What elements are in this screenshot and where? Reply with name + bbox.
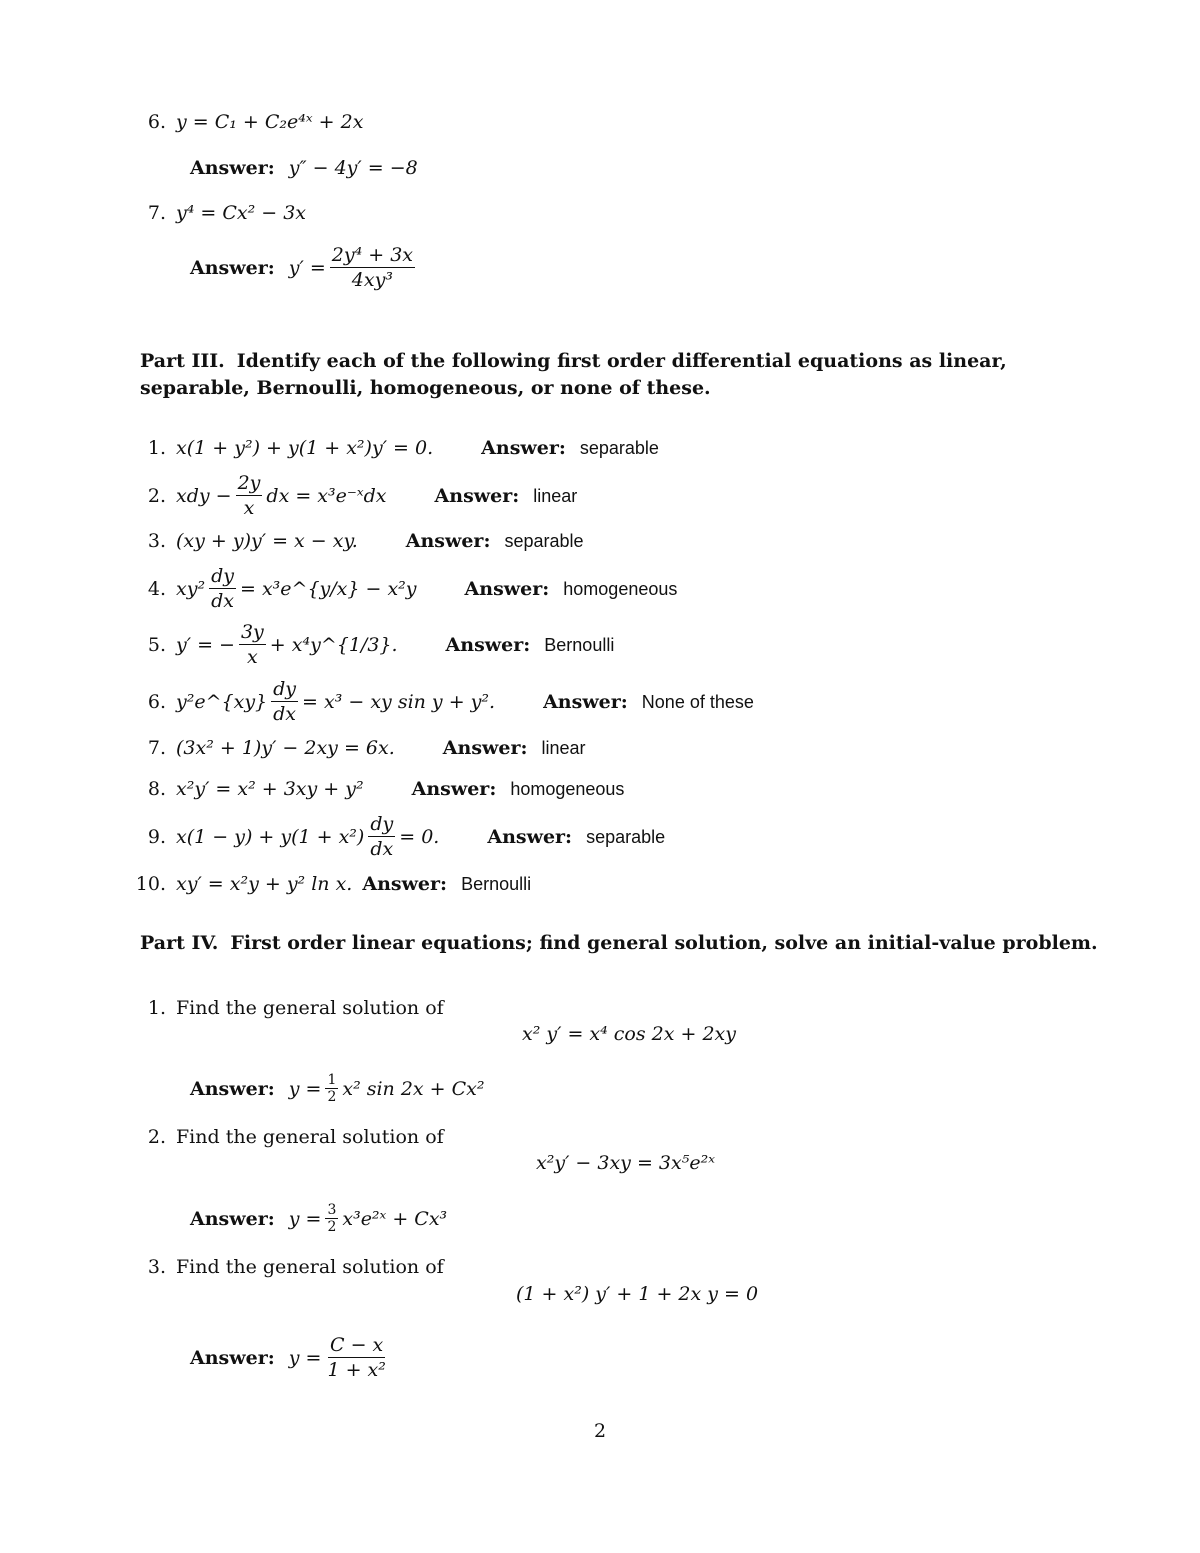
answer-fraction [330, 244, 415, 291]
p3-item-9 [140, 813, 665, 860]
p4-item-2-answer [190, 1203, 447, 1234]
answer-fraction [325, 1073, 338, 1104]
fraction-numerator: dy [273, 678, 297, 700]
equation-part: xdy − [176, 484, 232, 507]
item-number: 2. [147, 1126, 166, 1148]
p4-item-1 [140, 996, 444, 1020]
answer-label: Answer: [543, 690, 628, 713]
equation-fraction [368, 813, 395, 860]
p4-item-3 [140, 1255, 444, 1279]
fraction-numerator: 1 [327, 1072, 337, 1088]
p3-item-1 [140, 436, 659, 460]
item-number: 3. [147, 1256, 166, 1278]
answer-value: None of these [641, 691, 754, 712]
equation-part: dx = x³e⁻ˣdx [266, 484, 387, 507]
item-number: 4. [147, 577, 166, 600]
equation: xy′ = x²y + y² ln x. [176, 873, 353, 895]
p4-item-1-answer [190, 1073, 485, 1104]
equation-part: = x³ − xy sin y + y². [302, 690, 496, 713]
fraction-denominator: dx [211, 590, 234, 612]
answer-label: Answer: [190, 1207, 275, 1230]
answer-label: Answer: [190, 256, 275, 279]
fraction-denominator: 4xy³ [351, 269, 393, 291]
answer-label: Answer: [445, 633, 531, 656]
part4-heading [140, 930, 1100, 957]
p2-item-6 [140, 110, 363, 134]
equation: (xy + y)y′ = x − xy. [176, 530, 358, 552]
display-equation: x² y′ = x⁴ cos 2x + 2xy [522, 1023, 737, 1045]
answer-value: separable [586, 826, 666, 847]
p3-item-3 [140, 529, 584, 553]
answer-label: Answer: [190, 157, 275, 179]
item-prompt: Find the general solution of [176, 1126, 444, 1148]
part-instruction: Identify each of the following first order differential equations as linear, separable, Bernoulli, homogeneous, or none of these. [140, 350, 1007, 399]
fraction-numerator: 2y⁴ + 3x [331, 244, 413, 266]
item-number: 8. [147, 778, 166, 800]
answer-label: Answer: [481, 437, 566, 459]
answer-value: Bernoulli [461, 874, 532, 894]
equation-part: + x⁴y^{1/3}. [269, 633, 398, 656]
item-number: 10. [135, 873, 166, 895]
page-number: 2 [593, 1420, 607, 1442]
equation: x(1 + y²) + y(1 + x²)y′ = 0. [176, 437, 434, 459]
answer-value: linear [533, 485, 578, 506]
answer-label: Answer: [190, 1077, 275, 1100]
p3-item-7 [140, 736, 586, 760]
display-equation: x²y′ − 3xy = 3x⁵e²ˣ [536, 1152, 715, 1174]
equation-part: x(1 − y) + y(1 + x²) [176, 825, 365, 848]
p2-item-7 [140, 201, 306, 225]
fraction-numerator: 2y [237, 472, 261, 494]
fraction-denominator: 2 [327, 1219, 337, 1235]
item-number: 6. [147, 690, 166, 713]
p2-item-7-answer [190, 244, 419, 291]
answer-label: Answer: [411, 778, 497, 800]
item-number: 9. [147, 825, 166, 848]
equation-fraction [236, 472, 263, 519]
item-number: 3. [147, 530, 166, 552]
equation: y = C₁ + C₂e⁴ˣ + 2x [176, 111, 364, 133]
fraction-denominator: x [247, 646, 258, 668]
item-prompt: Find the general solution of [176, 997, 444, 1019]
equation: x²y′ = x² + 3xy + y² [176, 778, 364, 800]
equation-fraction [271, 678, 298, 725]
part-label: Part III. [140, 350, 225, 372]
equation-fraction [239, 621, 266, 668]
equation-part: y²e^{xy} [176, 690, 268, 713]
part3-heading [140, 348, 1070, 402]
answer-label: Answer: [405, 530, 491, 552]
equation-fraction [209, 565, 236, 612]
answer-label: Answer: [464, 577, 550, 600]
answer-value: separable [579, 438, 659, 458]
part-label: Part IV. [140, 932, 219, 954]
fraction-numerator: dy [211, 565, 234, 587]
fraction-numerator: 3y [240, 621, 264, 643]
answer-label: Answer: [434, 484, 520, 507]
item-number: 7. [147, 737, 166, 759]
answer-lhs: y = [288, 1077, 322, 1100]
answer-label: Answer: [487, 825, 573, 848]
display-equation: (1 + x²) y′ + 1 + 2x y = 0 [516, 1283, 759, 1305]
answer-value: homogeneous [510, 779, 625, 799]
p3-item-8 [140, 777, 624, 801]
item-number: 1. [147, 997, 166, 1019]
item-prompt: Find the general solution of [176, 1256, 444, 1278]
answer-equation: y″ − 4y′ = −8 [288, 157, 418, 179]
item-number: 2. [147, 484, 166, 507]
p4-item-2 [140, 1125, 444, 1149]
answer-rhs: x³e²ˣ + Cx³ [342, 1207, 448, 1230]
fraction-numerator: dy [370, 813, 394, 835]
answer-label: Answer: [362, 873, 448, 895]
answer-value: separable [504, 531, 584, 551]
fraction-denominator: 1 + x² [327, 1359, 386, 1381]
item-number: 1. [147, 437, 166, 459]
equation-part: y′ = − [176, 633, 235, 656]
fraction-numerator: C − x [330, 1334, 384, 1356]
answer-label: Answer: [442, 737, 528, 759]
item-number: 5. [147, 633, 166, 656]
answer-lhs: y = [288, 1207, 322, 1230]
equation: (3x² + 1)y′ − 2xy = 6x. [176, 737, 395, 759]
equation: y⁴ = Cx² − 3x [176, 202, 307, 224]
answer-value: Bernoulli [544, 634, 615, 655]
part-instruction: First order linear equations; find general solution, solve an initial-value problem. [230, 932, 1098, 954]
p4-item-3-answer [190, 1334, 392, 1381]
answer-lhs: y′ = [288, 256, 326, 279]
p3-item-6 [140, 678, 754, 725]
fraction-denominator: dx [370, 838, 394, 860]
answer-rhs: x² sin 2x + Cx² [342, 1077, 485, 1100]
item-number: 7. [147, 202, 166, 224]
p3-item-5 [140, 621, 614, 668]
answer-label: Answer: [190, 1346, 275, 1369]
answer-value: homogeneous [563, 578, 678, 599]
fraction-numerator: 3 [327, 1202, 337, 1218]
answer-fraction [325, 1334, 387, 1381]
item-number: 6. [147, 111, 166, 133]
p3-item-2 [140, 472, 577, 519]
fraction-denominator: x [243, 497, 255, 519]
fraction-denominator: dx [273, 703, 297, 725]
p3-item-10 [132, 872, 531, 896]
p2-item-6-answer [190, 156, 418, 180]
equation-part: xy² [176, 577, 206, 600]
p3-item-4 [140, 565, 677, 612]
equation-part: = x³e^{y/x} − x²y [239, 577, 417, 600]
answer-value: linear [541, 738, 586, 758]
answer-lhs: y = [288, 1346, 322, 1369]
fraction-denominator: 2 [327, 1089, 337, 1105]
answer-fraction [325, 1203, 338, 1234]
equation-part: = 0. [399, 825, 440, 848]
